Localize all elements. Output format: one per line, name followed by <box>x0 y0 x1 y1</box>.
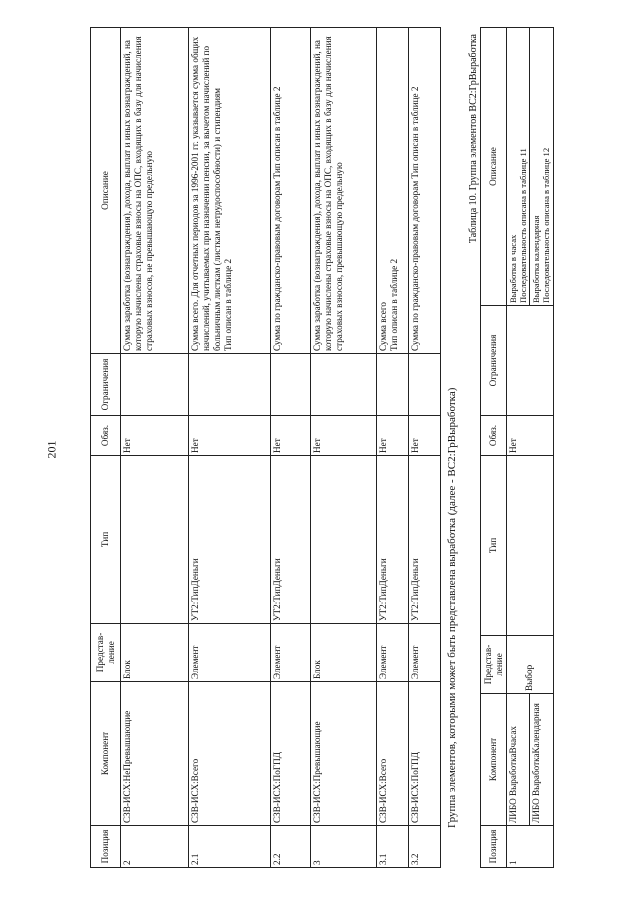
cell-description: Сумма по гражданско-правовым договорам Тип описан в таблице 2 <box>409 28 441 354</box>
header-representation: Представ- ление <box>481 636 507 694</box>
cell-component: СЗВ-ИСХ:ПоГПД <box>409 682 441 826</box>
cell-component: СЗВ-ИСХ:ПоГПД <box>271 682 311 826</box>
cell-restrictions <box>409 354 441 416</box>
header-position: Позиция <box>481 826 507 868</box>
cell-description: Выработка календарная Последовательность описана в таблице 12 <box>530 28 553 306</box>
cell-description: Сумма по гражданско-правовым договорам Тип описан в таблице 2 <box>271 28 311 354</box>
section-caption: Группа элементов, которыми может быть представлена выработка (далее - ВС2:ГрВыработка) <box>446 387 458 828</box>
header-type: Тип <box>481 456 507 636</box>
cell-position: 3.2 <box>409 826 441 868</box>
table-row <box>377 28 409 868</box>
header-type: Тип <box>91 456 121 624</box>
cell-required: Нет <box>377 416 409 456</box>
header-representation: Представ- ление <box>91 624 121 682</box>
cell-description: Сумма заработка (вознаграждения), дохода, выплат и иных вознаграждений, на которую начислены страховые взносы на ОПС, входящих в базу для начисления страховых взносов, не превышающую предельную <box>121 28 189 354</box>
elements-table <box>90 27 441 868</box>
cell-position: 2 <box>121 826 189 868</box>
group-elements-table <box>480 27 554 868</box>
header-required: Обяз. <box>91 416 121 456</box>
cell-description: Сумма заработка (вознаграждения), дохода, выплат и иных вознаграждений, на которую начислены страховые взносы на ОПС, входящих в базу для начисления страховых взносов, превышающую предельную <box>311 28 377 354</box>
cell-required: Нет <box>507 416 554 456</box>
cell-required: Нет <box>189 416 271 456</box>
cell-type <box>507 456 554 636</box>
cell-description: Сумма всего. Для отчетных периодов за 1996-2001 гг. указывается сумма общих начислений, учитываемых при назначении пенсии, за вычетом начислений по больничным листкам (листкам нетрудоспособности) и стипендиям Тип описан в таблице 2 <box>189 28 271 354</box>
cell-required: Нет <box>409 416 441 456</box>
cell-type: УТ2:ТипДеньги <box>377 456 409 624</box>
cell-type: УТ2:ТипДеньги <box>271 456 311 624</box>
cell-component: СЗВ-ИСХ:Превышающие <box>311 682 377 826</box>
cell-representation: Выбор <box>507 636 554 694</box>
cell-required: Нет <box>121 416 189 456</box>
header-component: Компонент <box>481 694 507 826</box>
header-position: Позиция <box>91 826 121 868</box>
page-number: 201 <box>44 440 59 459</box>
cell-restrictions <box>507 306 554 416</box>
cell-position: 2.1 <box>189 826 271 868</box>
table-row <box>189 28 271 868</box>
cell-required: Нет <box>271 416 311 456</box>
header-description: Описание <box>481 28 507 306</box>
cell-representation: Элемент <box>271 624 311 682</box>
rotated-page-content <box>90 28 550 868</box>
cell-restrictions <box>377 354 409 416</box>
cell-type <box>311 456 377 624</box>
cell-position: 3.1 <box>377 826 409 868</box>
cell-representation: Блок <box>311 624 377 682</box>
cell-restrictions <box>271 354 311 416</box>
cell-description: Сумма всего Тип описан в таблице 2 <box>377 28 409 354</box>
cell-restrictions <box>121 354 189 416</box>
header-component: Компонент <box>91 682 121 826</box>
table-header-row <box>91 28 121 868</box>
table-caption: Таблица 10. Группа элементов ВС2:ГрВыработка <box>468 34 479 244</box>
cell-component: ЛИБО ВыработкаКалендарная <box>530 694 553 826</box>
table-row <box>121 28 189 868</box>
cell-representation: Элемент <box>409 624 441 682</box>
table-row <box>409 28 441 868</box>
cell-position: 3 <box>311 826 377 868</box>
cell-representation: Элемент <box>189 624 271 682</box>
cell-representation: Элемент <box>377 624 409 682</box>
cell-component: СЗВ-ИСХ:Всего <box>189 682 271 826</box>
cell-component: ЛИБО ВыработкаВчасах <box>507 694 530 826</box>
table-row <box>311 28 377 868</box>
header-description: Описание <box>91 28 121 354</box>
cell-component: СЗВ-ИСХ:НеПревышающие <box>121 682 189 826</box>
cell-type: УТ2:ТипДеньги <box>189 456 271 624</box>
table-row <box>271 28 311 868</box>
cell-required: Нет <box>311 416 377 456</box>
table-row <box>507 28 530 868</box>
header-restrictions: Ограничения <box>91 354 121 416</box>
cell-representation: Блок <box>121 624 189 682</box>
cell-component: СЗВ-ИСХ:Всего <box>377 682 409 826</box>
cell-type <box>121 456 189 624</box>
cell-type: УТ2:ТипДеньги <box>409 456 441 624</box>
cell-description: Выработка в часах Последовательность описана в таблице 11 <box>507 28 530 306</box>
cell-restrictions <box>189 354 271 416</box>
header-restrictions: Ограничения <box>481 306 507 416</box>
cell-position: 2.2 <box>271 826 311 868</box>
cell-position: 1 <box>507 826 554 868</box>
table-header-row <box>481 28 507 868</box>
cell-restrictions <box>311 354 377 416</box>
header-required: Обяз. <box>481 416 507 456</box>
